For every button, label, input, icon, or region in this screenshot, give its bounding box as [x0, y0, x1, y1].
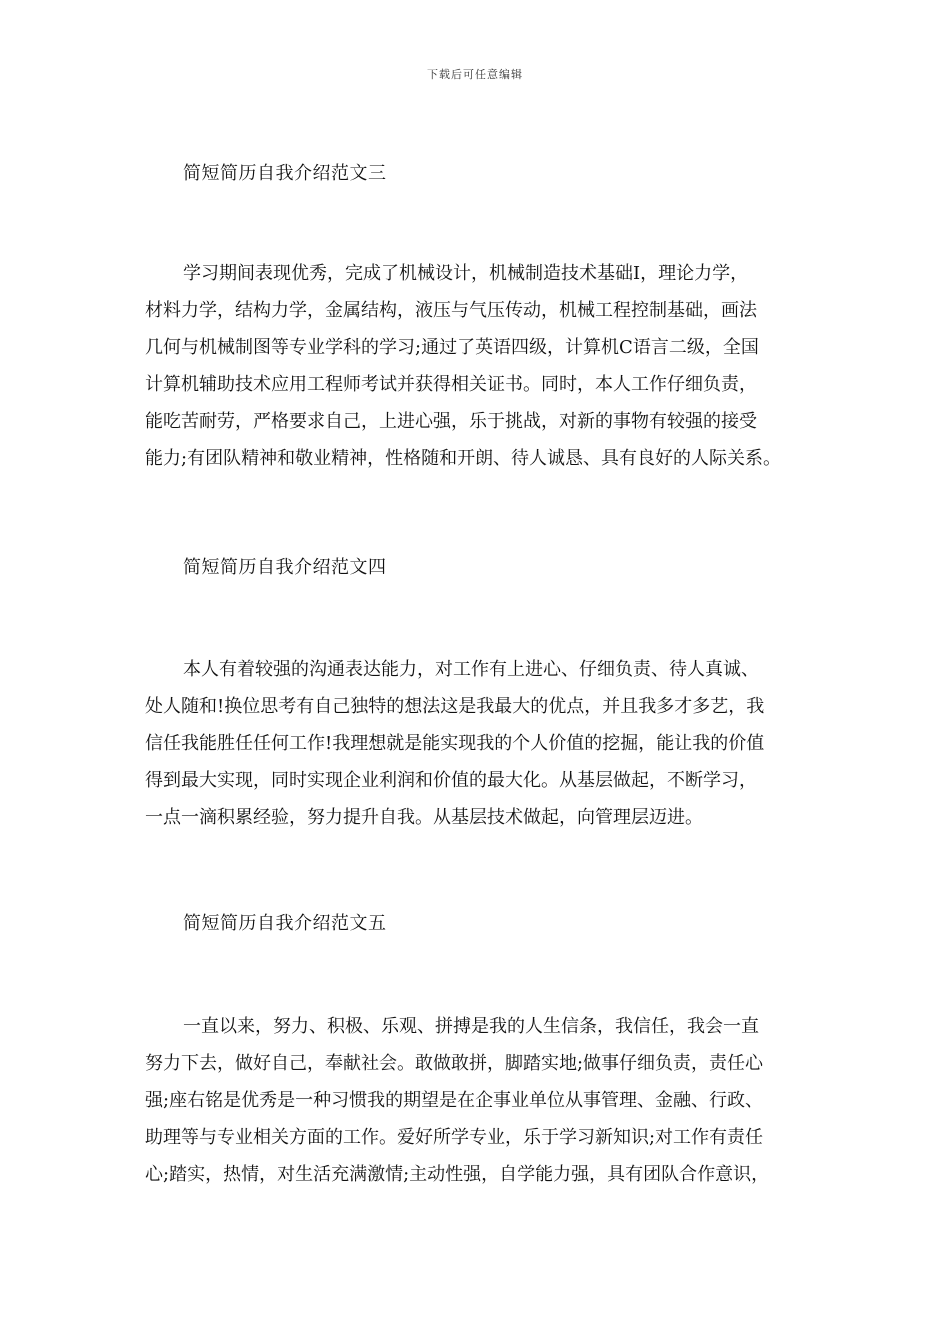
paragraph-line: 得到最大实现，同时实现企业利润和价值的最大化。从基层做起，不断学习， [145, 770, 757, 791]
paragraph-line: 处人随和!换位思考有自己独特的想法这是我最大的优点，并且我多才多艺，我 [145, 696, 765, 717]
section-paragraph-4 [145, 651, 815, 836]
section-paragraph-3 [145, 255, 815, 477]
paragraph-line: 学习期间表现优秀，完成了机械设计，机械制造技术基础Ⅰ，理论力学， [183, 263, 749, 284]
paragraph-line: 计算机辅助技术应用工程师考试并获得相关证书。同时，本人工作仔细负责， [145, 374, 757, 395]
paragraph-line: 心;踏实，热情，对生活充满激情;主动性强，自学能力强，具有团队合作意识， [145, 1164, 770, 1185]
paragraph-line: 一直以来，努力、积极、乐观、拼搏是我的人生信条，我信任，我会一直 [183, 1016, 759, 1037]
paragraph-line: 材料力学，结构力学，金属结构，液压与气压传动，机械工程控制基础，画法 [145, 300, 757, 321]
page-header-note: 下载后可任意编辑 [427, 68, 523, 81]
paragraph-line: 强;座右铭是优秀是一种习惯我的期望是在企事业单位从事管理、金融、行政、 [145, 1090, 764, 1111]
paragraph-line: 本人有着较强的沟通表达能力，对工作有上进心、仔细负责、待人真诚、 [183, 659, 759, 680]
paragraph-line: 一点一滴积累经验，努力提升自我。从基层技术做起，向管理层迈进。 [145, 807, 703, 828]
section-paragraph-5 [145, 1008, 815, 1193]
paragraph-line: 几何与机械制图等专业学科的学习;通过了英语四级，计算机C语言二级，全国 [145, 337, 759, 358]
section-heading-4: 简短简历自我介绍范文四 [183, 557, 387, 578]
section-heading-3: 简短简历自我介绍范文三 [183, 163, 387, 184]
paragraph-line: 能力;有团队精神和敬业精神，性格随和开朗、待人诚恳、具有良好的人际关系。 [145, 448, 782, 469]
paragraph-line: 能吃苦耐劳，严格要求自己，上进心强，乐于挑战，对新的事物有较强的接受 [145, 411, 757, 432]
paragraph-line: 努力下去，做好自己，奉献社会。敢做敢拼，脚踏实地;做事仔细负责，责任心 [145, 1053, 764, 1074]
paragraph-line: 助理等与专业相关方面的工作。爱好所学专业，乐于学习新知识;对工作有责任 [145, 1127, 764, 1148]
paragraph-line: 信任我能胜任任何工作!我理想就是能实现我的个人价值的挖掘，能让我的价值 [145, 733, 765, 754]
section-heading-5: 简短简历自我介绍范文五 [183, 913, 387, 934]
